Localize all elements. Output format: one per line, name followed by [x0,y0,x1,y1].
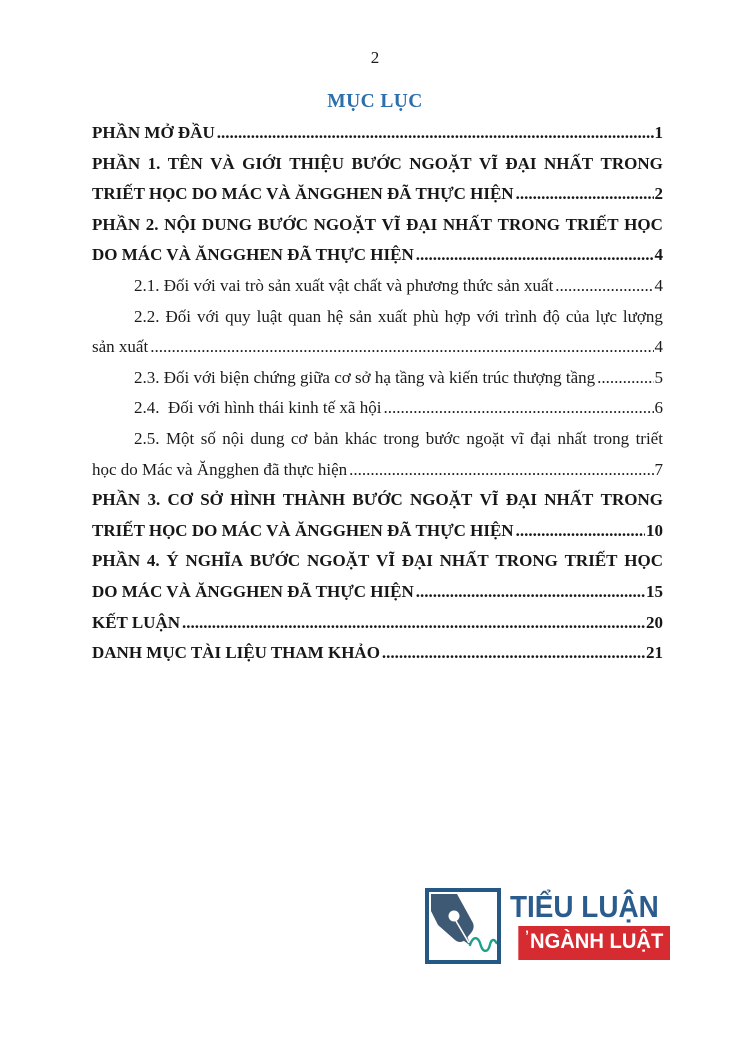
toc-entry-text: PHẦN 2. NỘI DUNG BƯỚC NGOẶT VĨ ĐẠI NHẤT TRONG TRIẾT HỌC [92,214,663,234]
toc-entry [92,516,663,547]
toc-page-number: 4 [654,337,663,357]
toc-entry [92,179,663,210]
logo-title: TIỂU LUẬN [510,889,659,924]
toc-entry-text: 2.3. Đối với biện chứng giữa cơ sở hạ tầng và kiến trúc thượng tầng [134,367,596,387]
dot-leader [215,118,654,149]
toc-entry [92,302,663,333]
toc-entry-text: sản xuất [92,337,149,357]
toc-entry-text: 2.5. Một số nội dung cơ bản khác trong bước ngoặt vĩ đại nhất trong triết [134,428,663,448]
dot-leader [381,393,653,424]
dot-leader [414,240,654,271]
dot-leader [380,638,645,669]
toc-page-number: 6 [654,398,663,418]
pen-nib-icon [425,888,501,964]
toc-page-number: 5 [654,367,663,387]
dot-leader [553,271,653,302]
toc-entry [92,240,663,271]
toc-entry-text: 2.2. Đối với quy luật quan hệ sản xuất phù hợp với trình độ của lực lượng [134,306,663,326]
toc-entry-text: TRIẾT HỌC DO MÁC VÀ ĂNGGHEN ĐÃ THỰC HIỆN [92,520,514,540]
toc-entry-text: PHẦN 3. CƠ SỞ HÌNH THÀNH BƯỚC NGOẶT VĨ ĐẠI NHẤT TRONG [92,490,663,510]
toc-entry [92,271,663,302]
toc-entry [92,363,663,394]
toc-entry [92,608,663,639]
toc-entry-text: PHẦN MỞ ĐẦU [92,123,215,142]
dot-leader [347,455,653,486]
dot-leader [595,363,653,394]
toc-entry-text: TRIẾT HỌC DO MÁC VÀ ĂNGGHEN ĐÃ THỰC HIỆN [92,184,514,204]
toc-page-number: 1 [654,123,663,142]
toc-entry [92,638,663,669]
dot-leader [514,516,645,547]
toc-entry [92,577,663,608]
toc-page-number: 20 [646,612,663,632]
toc-entry-text: KẾT LUẬN [92,612,181,632]
page-title: MỤC LỤC [327,91,423,112]
toc-entry-text: PHẦN 4. Ý NGHĨA BƯỚC NGOẶT VĨ ĐẠI NHẤT TRONG TRIẾT HỌC [92,551,663,571]
toc-entry-text: DO MÁC VÀ ĂNGGHEN ĐÃ THỰC HIỆN [92,581,414,601]
dot-leader [414,577,645,608]
toc-entry-text: PHẦN 1. TÊN VÀ GIỚI THIỆU BƯỚC NGOẶT VĨ ĐẠI NHẤT TRONG [92,153,663,173]
page-number: 2 [370,48,380,67]
toc-page-number: 15 [646,581,663,601]
logo-text [510,888,670,960]
toc-entry [92,455,663,486]
toc-entry-text: 2.1. Đối với vai trò sản xuất vật chất và phương thức sản xuất [134,275,554,295]
toc-entry [92,332,663,363]
toc-page-number: 10 [646,520,663,540]
toc-page-number: 4 [654,275,663,295]
toc-entry-text: DO MÁC VÀ ĂNGGHEN ĐÃ THỰC HIỆN [92,245,414,265]
toc-page-number: 4 [654,245,663,265]
toc-entry [92,149,663,180]
tieu-luan-logo [425,888,670,964]
toc-entry [92,546,663,577]
toc-entry [92,210,663,241]
toc-entry-text: DANH MỤC TÀI LIỆU THAM KHẢO [92,643,380,663]
toc-entry-text: học do Mác và Ăngghen đã thực hiện [92,459,348,479]
toc-entry [92,118,663,149]
logo-subtitle-badge: ʼ NGÀNH LUẬT [518,926,670,960]
toc-entry-text: 2.4. Đối với hình thái kinh tế xã hội [134,398,382,418]
toc-page-number: 21 [646,643,663,663]
dot-leader [514,179,654,210]
toc-page-number: 7 [654,459,663,479]
toc-entry [92,485,663,516]
dot-leader [180,608,645,639]
toc-page-number: 2 [654,184,663,204]
toc-entry [92,393,663,424]
dot-leader [148,332,653,363]
toc-entry [92,424,663,455]
table-of-contents [92,118,663,669]
